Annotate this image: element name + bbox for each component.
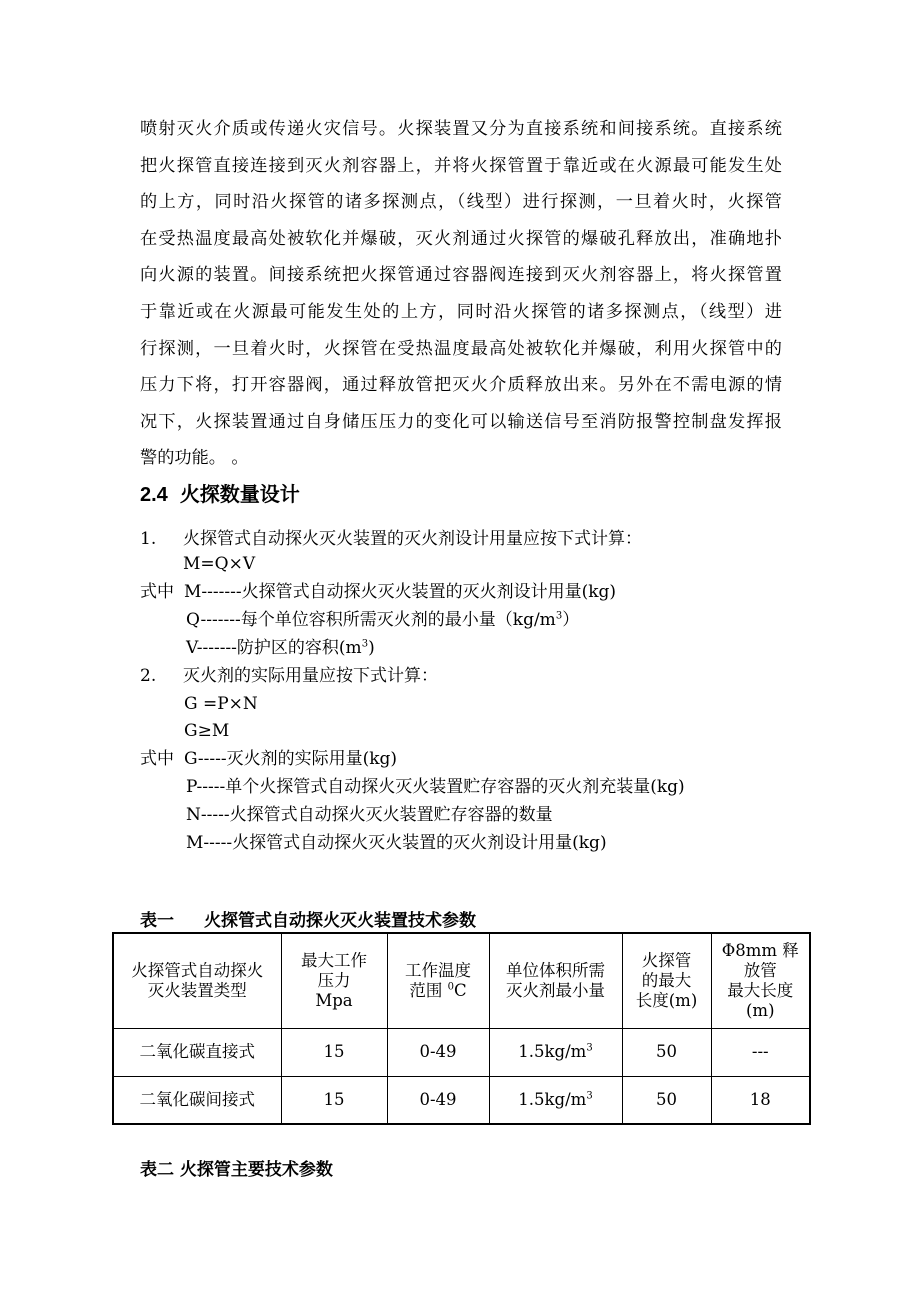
- formula2-def-p: P-----单个火探管式自动探火灭火装置贮存容器的灭火剂充装量(kg): [186, 777, 685, 797]
- paragraph-line: 于靠近或在火源最可能发生处的上方，同时沿火探管的诸多探测点，（线型）进: [140, 301, 782, 322]
- table-row: [113, 1076, 810, 1124]
- header-max-pressure: 最大工作 压力 Mpa: [281, 933, 387, 1028]
- cell-tube-length: 50: [622, 1028, 711, 1076]
- cell-temp: 0-49: [387, 1028, 489, 1076]
- cell-type: 二氧化碳间接式: [113, 1076, 281, 1124]
- paragraph-line: 压力下将，打开容器阀，通过释放管把灭火介质释放出来。另外在不需电源的情: [140, 375, 782, 396]
- cell-type: 二氧化碳直接式: [113, 1028, 281, 1076]
- formula1-def-q: Q-------每个单位容积所需灭火剂的最小量$(kg/m^3)$: [186, 610, 580, 630]
- paragraph-line: 在受热温度最高处被软化并爆破，灭火剂通过火探管的爆破孔释放出，准确地扑: [140, 228, 782, 249]
- cell-pressure: 15: [281, 1076, 387, 1124]
- paragraph-line: 况下，火探装置通过自身储压压力的变化可以输送信号至消防报警控制盘发挥报: [140, 411, 782, 432]
- formula2-index: 2.: [140, 666, 157, 686]
- formula1-equation: M=Q×V: [183, 554, 256, 574]
- parameters-table: [112, 932, 811, 1125]
- cell-min-qty: $1.5kg/m^3$: [489, 1076, 622, 1124]
- cell-pressure: 15: [281, 1028, 387, 1076]
- paragraph-line: 向火源的装置。间接系统把火探管通过容器阀连接到灭火剂容器上，将火探管置: [140, 265, 782, 286]
- formula2-equation: G =P×N: [184, 694, 258, 714]
- formula2-def-g: G-----灭火剂的实际用量(kg): [184, 749, 398, 769]
- section-number: 2.4: [140, 484, 168, 506]
- table-header-row: [113, 933, 810, 1028]
- header-tube-max-length: 火探管 的最大 长度(m): [622, 933, 711, 1028]
- body-paragraph: [140, 111, 782, 477]
- section-title: 火探数量设计: [179, 484, 300, 506]
- formula1-where-label: 式中: [140, 582, 174, 602]
- formula1-def-m: M-------火探管式自动探火灭火装置的灭火剂设计用量(kg): [184, 582, 617, 602]
- cell-release-length: ---: [711, 1028, 810, 1076]
- formula1-index: 1.: [140, 529, 157, 549]
- formula2-where-label: 式中: [140, 749, 174, 769]
- header-release-tube-length: Φ8mm 释 放管 最大长度 (m): [711, 933, 810, 1028]
- cell-min-qty: $1.5kg/m^3$: [489, 1028, 622, 1076]
- paragraph-line: 把火探管直接连接到灭火剂容器上，并将火探管置于靠近或在火源最可能发生处: [140, 155, 782, 176]
- formula2-def-m: M-----火探管式自动探火灭火装置的灭火剂设计用量(kg): [186, 833, 607, 853]
- section-heading: [140, 478, 300, 507]
- formula2-def-n: N-----火探管式自动探火灭火装置贮存容器的数量: [186, 805, 553, 825]
- table2-caption: 表二 火探管主要技术参数: [140, 1160, 333, 1180]
- header-temp-range: 工作温度 范围 $^0$C: [387, 933, 489, 1028]
- formula1-def-v: V-------防护区的容积$(m^3)$: [186, 638, 375, 658]
- table1-caption-label: 表一: [140, 911, 174, 931]
- header-min-agent-qty: 单位体积所需 灭火剂最小量: [489, 933, 622, 1028]
- paragraph-line: 行探测，一旦着火时，火探管在受热温度最高处被软化并爆破，利用火探管中的: [140, 338, 782, 359]
- table1-caption-title: 火探管式自动探火灭火装置技术参数: [204, 911, 476, 931]
- header-device-type: 火探管式自动探火 灭火装置类型: [113, 933, 281, 1028]
- formula1-intro: 火探管式自动探火灭火装置的灭火剂设计用量应按下式计算：: [183, 529, 642, 549]
- paragraph-line: 的上方，同时沿火探管的诸多探测点，（线型）进行探测，一旦着火时，火探管: [140, 192, 782, 213]
- cell-temp: 0-49: [387, 1076, 489, 1124]
- formula2-intro: 灭火剂的实际用量应按下式计算：: [183, 666, 438, 686]
- paragraph-line: 喷射灭火介质或传递火灾信号。火探装置又分为直接系统和间接系统。直接系统: [140, 119, 782, 139]
- cell-tube-length: 50: [622, 1076, 711, 1124]
- formula2-inequality: G≥M: [184, 721, 230, 741]
- table-row: [113, 1028, 810, 1076]
- paragraph-line: 警的功能。 。: [140, 448, 249, 469]
- cell-release-length: 18: [711, 1076, 810, 1124]
